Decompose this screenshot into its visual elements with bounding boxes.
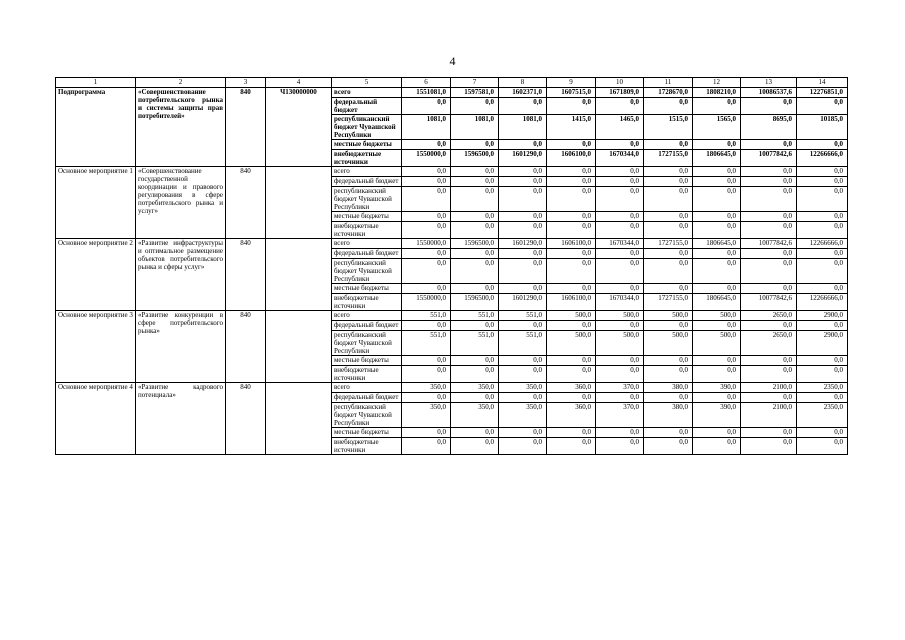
amount-cell: 0,0 [693, 222, 741, 239]
amount-cell: 1415,0 [547, 115, 596, 140]
amount-cell: 0,0 [644, 259, 693, 284]
amount-cell: 500,0 [596, 331, 644, 356]
amount-cell: 0,0 [596, 140, 644, 150]
amount-cell: 2100,0 [741, 383, 797, 393]
amount-cell: 0,0 [402, 356, 451, 366]
funding-source: всего [332, 167, 402, 177]
amount-cell: 1081,0 [402, 115, 451, 140]
amount-cell: 0,0 [402, 187, 451, 212]
amount-cell: 1550000,0 [402, 294, 451, 311]
amount-cell: 0,0 [644, 167, 693, 177]
amount-cell: 0,0 [451, 356, 499, 366]
funding-source: местные бюджеты [332, 212, 402, 222]
amount-cell: 1596500,0 [451, 150, 499, 167]
amount-cell: 1465,0 [596, 115, 644, 140]
amount-cell: 350,0 [499, 383, 547, 393]
amount-cell: 0,0 [741, 393, 797, 403]
amount-cell: 0,0 [402, 222, 451, 239]
amount-cell: 0,0 [693, 140, 741, 150]
amount-cell: 0,0 [644, 366, 693, 383]
amount-cell: 1670344,0 [596, 150, 644, 167]
amount-cell: 0,0 [547, 98, 596, 115]
amount-cell: 0,0 [499, 366, 547, 383]
program-title: «Развитие кадрового потенциала» [136, 383, 226, 455]
amount-cell: 0,0 [797, 428, 848, 438]
amount-cell: 0,0 [644, 393, 693, 403]
amount-cell: 0,0 [499, 356, 547, 366]
amount-cell: 0,0 [499, 140, 547, 150]
amount-cell: 0,0 [499, 187, 547, 212]
amount-cell: 370,0 [596, 403, 644, 428]
amount-cell: 0,0 [797, 187, 848, 212]
amount-cell: 0,0 [402, 393, 451, 403]
column-number: 2 [136, 78, 226, 88]
amount-cell: 0,0 [741, 366, 797, 383]
amount-cell: 0,0 [797, 167, 848, 177]
amount-cell: 1808210,0 [693, 88, 741, 98]
amount-cell: 0,0 [693, 167, 741, 177]
amount-cell: 0,0 [451, 140, 499, 150]
amount-cell: 1727155,0 [644, 239, 693, 249]
amount-cell: 1727155,0 [644, 150, 693, 167]
amount-cell: 0,0 [499, 177, 547, 187]
amount-cell: 0,0 [451, 222, 499, 239]
amount-cell: 0,0 [451, 428, 499, 438]
amount-cell: 0,0 [644, 438, 693, 455]
amount-cell: 0,0 [402, 428, 451, 438]
amount-cell: 0,0 [451, 98, 499, 115]
amount-cell: 0,0 [797, 321, 848, 331]
funding-source: местные бюджеты [332, 140, 402, 150]
responsible-code: 840 [226, 239, 266, 311]
amount-cell: 0,0 [596, 366, 644, 383]
responsible-code: 840 [226, 88, 266, 167]
amount-cell: 0,0 [596, 284, 644, 294]
amount-cell: 0,0 [499, 438, 547, 455]
column-number: 12 [693, 78, 741, 88]
funding-source: федеральный бюджет [332, 321, 402, 331]
amount-cell: 0,0 [402, 98, 451, 115]
amount-cell: 551,0 [402, 311, 451, 321]
amount-cell: 0,0 [499, 98, 547, 115]
amount-cell: 0,0 [547, 356, 596, 366]
amount-cell: 1601290,0 [499, 150, 547, 167]
amount-cell: 12266666,0 [797, 239, 848, 249]
amount-cell: 0,0 [644, 212, 693, 222]
amount-cell: 0,0 [499, 222, 547, 239]
amount-cell: 0,0 [596, 212, 644, 222]
amount-cell: 0,0 [596, 428, 644, 438]
amount-cell: 0,0 [596, 438, 644, 455]
amount-cell: 0,0 [402, 177, 451, 187]
funding-source: федеральный бюджет [332, 393, 402, 403]
amount-cell: 0,0 [547, 177, 596, 187]
amount-cell: 0,0 [547, 321, 596, 331]
amount-cell: 0,0 [547, 284, 596, 294]
amount-cell: 0,0 [693, 212, 741, 222]
table-row [56, 383, 848, 393]
amount-cell: 0,0 [547, 140, 596, 150]
program-title: «Совершенствование государственной координации и правового регулирования в сфере потребительского рынка и услуг» [136, 167, 226, 239]
amount-cell: 1515,0 [644, 115, 693, 140]
amount-cell: 0,0 [693, 187, 741, 212]
funding-source: внебюджетные источники [332, 150, 402, 167]
amount-cell: 10077842,6 [741, 294, 797, 311]
amount-cell: 0,0 [741, 177, 797, 187]
amount-cell: 0,0 [797, 393, 848, 403]
amount-cell: 0,0 [644, 177, 693, 187]
amount-cell: 0,0 [499, 393, 547, 403]
column-number: 14 [797, 78, 848, 88]
amount-cell: 1602371,0 [499, 88, 547, 98]
amount-cell: 0,0 [741, 187, 797, 212]
amount-cell: 370,0 [596, 383, 644, 393]
amount-cell: 551,0 [499, 311, 547, 321]
amount-cell: 500,0 [693, 311, 741, 321]
amount-cell: 1671809,0 [596, 88, 644, 98]
amount-cell: 0,0 [693, 356, 741, 366]
amount-cell: 0,0 [741, 249, 797, 259]
amount-cell: 0,0 [644, 187, 693, 212]
budget-classification-code [266, 383, 332, 455]
amount-cell: 2650,0 [741, 311, 797, 321]
amount-cell: 1596500,0 [451, 294, 499, 311]
amount-cell: 1606100,0 [547, 294, 596, 311]
amount-cell: 0,0 [451, 284, 499, 294]
amount-cell: 0,0 [741, 222, 797, 239]
amount-cell: 0,0 [693, 366, 741, 383]
amount-cell: 500,0 [644, 331, 693, 356]
amount-cell: 0,0 [741, 284, 797, 294]
program-type: Основное мероприятие 4 [56, 383, 136, 455]
amount-cell: 1601290,0 [499, 239, 547, 249]
funding-source: республиканский бюджет Чувашской Республики [332, 259, 402, 284]
responsible-code: 840 [226, 311, 266, 383]
funding-source: всего [332, 311, 402, 321]
amount-cell: 0,0 [797, 140, 848, 150]
amount-cell: 0,0 [547, 212, 596, 222]
amount-cell: 1728670,0 [644, 88, 693, 98]
amount-cell: 1606100,0 [547, 239, 596, 249]
column-number: 3 [226, 78, 266, 88]
amount-cell: 1551081,0 [402, 88, 451, 98]
program-title: «Совершенствование потребительского рынка и системы защиты прав потребителей» [136, 88, 226, 167]
amount-cell: 1670344,0 [596, 239, 644, 249]
amount-cell: 0,0 [644, 428, 693, 438]
amount-cell: 350,0 [402, 383, 451, 393]
amount-cell: 1607515,0 [547, 88, 596, 98]
amount-cell: 0,0 [596, 167, 644, 177]
amount-cell: 0,0 [596, 177, 644, 187]
amount-cell: 0,0 [402, 140, 451, 150]
amount-cell: 0,0 [547, 167, 596, 177]
amount-cell: 0,0 [741, 167, 797, 177]
amount-cell: 0,0 [402, 212, 451, 222]
amount-cell: 380,0 [644, 383, 693, 393]
responsible-code: 840 [226, 167, 266, 239]
column-number: 7 [451, 78, 499, 88]
amount-cell: 0,0 [644, 249, 693, 259]
amount-cell: 1727155,0 [644, 294, 693, 311]
column-number: 11 [644, 78, 693, 88]
amount-cell: 0,0 [797, 259, 848, 284]
amount-cell: 0,0 [402, 321, 451, 331]
amount-cell: 350,0 [451, 383, 499, 393]
amount-cell: 350,0 [402, 403, 451, 428]
amount-cell: 390,0 [693, 383, 741, 393]
amount-cell: 0,0 [596, 187, 644, 212]
amount-cell: 551,0 [451, 311, 499, 321]
amount-cell: 0,0 [451, 438, 499, 455]
amount-cell: 0,0 [547, 187, 596, 212]
amount-cell: 0,0 [451, 177, 499, 187]
amount-cell: 0,0 [693, 393, 741, 403]
amount-cell: 0,0 [741, 321, 797, 331]
amount-cell: 0,0 [797, 222, 848, 239]
amount-cell: 0,0 [547, 222, 596, 239]
amount-cell: 1565,0 [693, 115, 741, 140]
amount-cell: 0,0 [499, 259, 547, 284]
amount-cell: 500,0 [596, 311, 644, 321]
program-type: Основное мероприятие 2 [56, 239, 136, 311]
amount-cell: 0,0 [596, 321, 644, 331]
amount-cell: 0,0 [596, 222, 644, 239]
amount-cell: 0,0 [797, 366, 848, 383]
amount-cell: 0,0 [547, 259, 596, 284]
amount-cell: 1597581,0 [451, 88, 499, 98]
amount-cell: 0,0 [499, 428, 547, 438]
amount-cell: 0,0 [451, 249, 499, 259]
amount-cell: 0,0 [797, 438, 848, 455]
amount-cell: 0,0 [644, 140, 693, 150]
amount-cell: 12266666,0 [797, 294, 848, 311]
amount-cell: 0,0 [499, 249, 547, 259]
amount-cell: 0,0 [451, 366, 499, 383]
amount-cell: 0,0 [644, 98, 693, 115]
amount-cell: 1606100,0 [547, 150, 596, 167]
amount-cell: 0,0 [499, 212, 547, 222]
amount-cell: 0,0 [693, 259, 741, 284]
amount-cell: 0,0 [451, 167, 499, 177]
column-number: 1 [56, 78, 136, 88]
amount-cell: 1550000,0 [402, 239, 451, 249]
funding-source: всего [332, 383, 402, 393]
amount-cell: 2100,0 [741, 403, 797, 428]
budget-classification-code: Ч130000000 [266, 88, 332, 167]
funding-source: местные бюджеты [332, 428, 402, 438]
amount-cell: 0,0 [741, 140, 797, 150]
program-title: «Развитие конкуренции в сфере потребительского рынка» [136, 311, 226, 383]
amount-cell: 0,0 [741, 428, 797, 438]
amount-cell: 10077842,6 [741, 239, 797, 249]
page-number: 4 [449, 54, 456, 68]
amount-cell: 0,0 [693, 249, 741, 259]
amount-cell: 0,0 [402, 167, 451, 177]
amount-cell: 0,0 [693, 98, 741, 115]
amount-cell: 0,0 [402, 284, 451, 294]
funding-source: федеральный бюджет [332, 98, 402, 115]
amount-cell: 380,0 [644, 403, 693, 428]
amount-cell: 0,0 [797, 212, 848, 222]
funding-source: республиканский бюджет Чувашской Республики [332, 187, 402, 212]
table-row [56, 311, 848, 321]
amount-cell: 350,0 [451, 403, 499, 428]
amount-cell: 0,0 [644, 284, 693, 294]
amount-cell: 0,0 [644, 222, 693, 239]
amount-cell: 0,0 [451, 212, 499, 222]
amount-cell: 0,0 [451, 259, 499, 284]
amount-cell: 0,0 [741, 356, 797, 366]
amount-cell: 0,0 [499, 321, 547, 331]
funding-source: местные бюджеты [332, 284, 402, 294]
program-type: Основное мероприятие 3 [56, 311, 136, 383]
funding-source: всего [332, 239, 402, 249]
funding-source: республиканский бюджет Чувашской Республики [332, 331, 402, 356]
program-type: Подпрограмма [56, 88, 136, 167]
amount-cell: 0,0 [499, 167, 547, 177]
amount-cell: 12266666,0 [797, 150, 848, 167]
amount-cell: 0,0 [596, 249, 644, 259]
amount-cell: 0,0 [741, 438, 797, 455]
funding-source: местные бюджеты [332, 356, 402, 366]
amount-cell: 1596500,0 [451, 239, 499, 249]
column-number: 8 [499, 78, 547, 88]
amount-cell: 360,0 [547, 383, 596, 393]
amount-cell: 1806645,0 [693, 294, 741, 311]
budget-classification-code [266, 239, 332, 311]
funding-source: федеральный бюджет [332, 249, 402, 259]
amount-cell: 10077842,6 [741, 150, 797, 167]
budget-classification-code [266, 167, 332, 239]
amount-cell: 350,0 [499, 403, 547, 428]
amount-cell: 0,0 [797, 177, 848, 187]
amount-cell: 0,0 [547, 249, 596, 259]
amount-cell: 0,0 [693, 438, 741, 455]
amount-cell: 551,0 [402, 331, 451, 356]
funding-source: внебюджетные источники [332, 366, 402, 383]
amount-cell: 1806645,0 [693, 239, 741, 249]
amount-cell: 0,0 [547, 438, 596, 455]
amount-cell: 0,0 [741, 212, 797, 222]
amount-cell: 500,0 [547, 311, 596, 321]
amount-cell: 0,0 [451, 187, 499, 212]
amount-cell: 500,0 [693, 331, 741, 356]
amount-cell: 0,0 [402, 438, 451, 455]
column-number: 9 [547, 78, 596, 88]
amount-cell: 2350,0 [797, 383, 848, 393]
amount-cell: 0,0 [741, 259, 797, 284]
funding-source: республиканский бюджет Чувашской Республики [332, 115, 402, 140]
amount-cell: 360,0 [547, 403, 596, 428]
column-number: 6 [402, 78, 451, 88]
amount-cell: 1081,0 [451, 115, 499, 140]
amount-cell: 0,0 [451, 321, 499, 331]
amount-cell: 1081,0 [499, 115, 547, 140]
amount-cell: 500,0 [644, 311, 693, 321]
amount-cell: 551,0 [499, 331, 547, 356]
amount-cell: 0,0 [644, 356, 693, 366]
amount-cell: 1806645,0 [693, 150, 741, 167]
responsible-code: 840 [226, 383, 266, 455]
amount-cell: 10185,0 [797, 115, 848, 140]
funding-source: республиканский бюджет Чувашской Республики [332, 403, 402, 428]
amount-cell: 0,0 [547, 428, 596, 438]
funding-source: внебюджетные источники [332, 294, 402, 311]
program-type: Основное мероприятие 1 [56, 167, 136, 239]
amount-cell: 0,0 [451, 393, 499, 403]
amount-cell: 2650,0 [741, 331, 797, 356]
amount-cell: 0,0 [693, 428, 741, 438]
column-number: 13 [741, 78, 797, 88]
column-number: 4 [266, 78, 332, 88]
budget-classification-code [266, 311, 332, 383]
amount-cell: 0,0 [741, 98, 797, 115]
table-row [56, 239, 848, 249]
column-number: 10 [596, 78, 644, 88]
amount-cell: 1550000,0 [402, 150, 451, 167]
amount-cell: 500,0 [547, 331, 596, 356]
amount-cell: 0,0 [797, 98, 848, 115]
amount-cell: 0,0 [596, 259, 644, 284]
amount-cell: 0,0 [797, 249, 848, 259]
amount-cell: 0,0 [644, 321, 693, 331]
amount-cell: 0,0 [693, 321, 741, 331]
table-row [56, 88, 848, 98]
amount-cell: 0,0 [402, 259, 451, 284]
table-row [56, 167, 848, 177]
amount-cell: 10086537,6 [741, 88, 797, 98]
amount-cell: 2900,0 [797, 331, 848, 356]
funding-source: внебюджетные источники [332, 438, 402, 455]
amount-cell: 0,0 [596, 98, 644, 115]
amount-cell: 8695,0 [741, 115, 797, 140]
amount-cell: 0,0 [596, 393, 644, 403]
amount-cell: 390,0 [693, 403, 741, 428]
funding-source: федеральный бюджет [332, 177, 402, 187]
program-title: «Развитие инфраструктуры и оптимальное размещение объектов потребительского рынка и сферы услуг» [136, 239, 226, 311]
amount-cell: 0,0 [547, 366, 596, 383]
amount-cell: 0,0 [499, 284, 547, 294]
amount-cell: 0,0 [797, 356, 848, 366]
amount-cell: 0,0 [402, 249, 451, 259]
amount-cell: 2900,0 [797, 311, 848, 321]
amount-cell: 0,0 [596, 356, 644, 366]
amount-cell: 1670344,0 [596, 294, 644, 311]
amount-cell: 0,0 [693, 177, 741, 187]
amount-cell: 12276851,0 [797, 88, 848, 98]
funding-source: всего [332, 88, 402, 98]
amount-cell: 551,0 [451, 331, 499, 356]
column-number: 5 [332, 78, 402, 88]
amount-cell: 0,0 [693, 284, 741, 294]
funding-source: внебюджетные источники [332, 222, 402, 239]
amount-cell: 1601290,0 [499, 294, 547, 311]
amount-cell: 0,0 [797, 284, 848, 294]
financing-table [55, 77, 848, 455]
amount-cell: 0,0 [402, 366, 451, 383]
amount-cell: 0,0 [547, 393, 596, 403]
amount-cell: 2350,0 [797, 403, 848, 428]
column-number-row [56, 78, 848, 88]
